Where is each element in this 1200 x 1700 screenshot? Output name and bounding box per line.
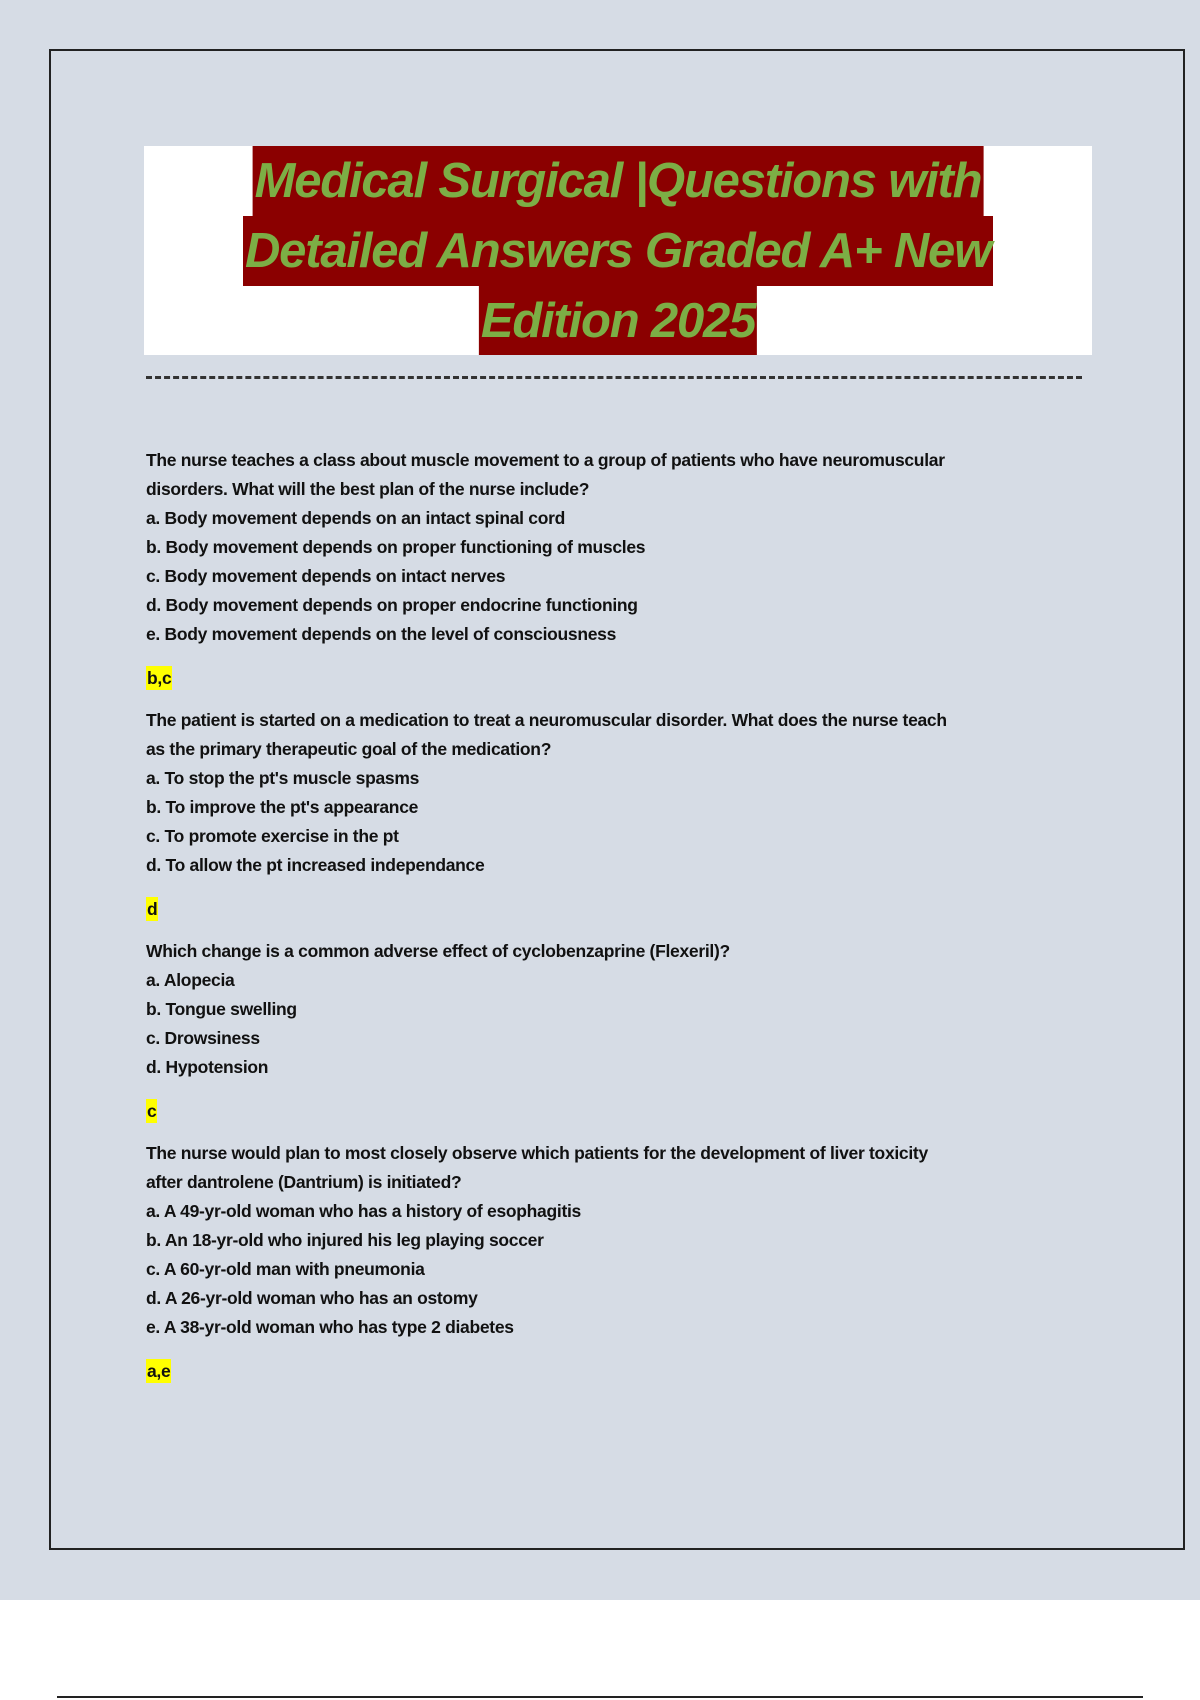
option: b. An 18-yr-old who injured his leg playing soccer — [146, 1230, 544, 1250]
separator-rule — [146, 376, 1082, 379]
title-line-3: Edition 2025 — [479, 286, 757, 355]
question-stem: disorders. What will the best plan of the nurse include? — [146, 479, 590, 499]
option: b. Body movement depends on proper functioning of muscles — [146, 537, 646, 557]
option: a. Alopecia — [146, 970, 235, 990]
title-banner — [144, 146, 1092, 355]
question-stem: after dantrolene (Dantrium) is initiated? — [146, 1172, 462, 1192]
option: c. Body movement depends on intact nerves — [146, 566, 506, 586]
question-stem: Which change is a common adverse effect of cyclobenzaprine (Flexeril)? — [146, 941, 730, 961]
option: b. Tongue swelling — [146, 999, 297, 1019]
option: a. To stop the pt's muscle spasms — [146, 768, 420, 788]
answer-highlight: c — [147, 1101, 157, 1121]
next-page-rule — [57, 1696, 1143, 1698]
option: c. To promote exercise in the pt — [146, 826, 399, 846]
question-stem: The nurse teaches a class about muscle movement to a group of patients who have neuromuscular — [146, 450, 945, 470]
question-block — [146, 1139, 1086, 1399]
title-line-1: Medical Surgical |Questions with — [253, 146, 984, 216]
question-stem: The patient is started on a medication to treat a neuromuscular disorder. What does the nurse teach — [146, 710, 947, 730]
question-stem: as the primary therapeutic goal of the medication? — [146, 739, 552, 759]
option: d. Body movement depends on proper endocrine functioning — [146, 595, 638, 615]
option: d. Hypotension — [146, 1057, 269, 1077]
option: c. Drowsiness — [146, 1028, 260, 1048]
question-stem: The nurse would plan to most closely observe which patients for the development of liver toxicity — [146, 1143, 928, 1163]
option: e. Body movement depends on the level of consciousness — [146, 624, 617, 644]
answer-highlight: b,c — [147, 668, 172, 688]
option: d. A 26-yr-old woman who has an ostomy — [146, 1288, 478, 1308]
question-block — [146, 706, 1086, 937]
answer-highlight: d — [147, 899, 158, 919]
option: a. Body movement depends on an intact spinal cord — [146, 508, 565, 528]
question-block — [146, 937, 1086, 1139]
question-list — [146, 446, 1086, 1399]
option: b. To improve the pt's appearance — [146, 797, 419, 817]
question-block — [146, 446, 1086, 706]
option: c. A 60-yr-old man with pneumonia — [146, 1259, 425, 1279]
option: a. A 49-yr-old woman who has a history of esophagitis — [146, 1201, 581, 1221]
title-line-2: Detailed Answers Graded A+ New — [243, 216, 993, 286]
option: e. A 38-yr-old woman who has type 2 diabetes — [146, 1317, 514, 1337]
option: d. To allow the pt increased independance — [146, 855, 485, 875]
answer-highlight: a,e — [147, 1361, 171, 1381]
